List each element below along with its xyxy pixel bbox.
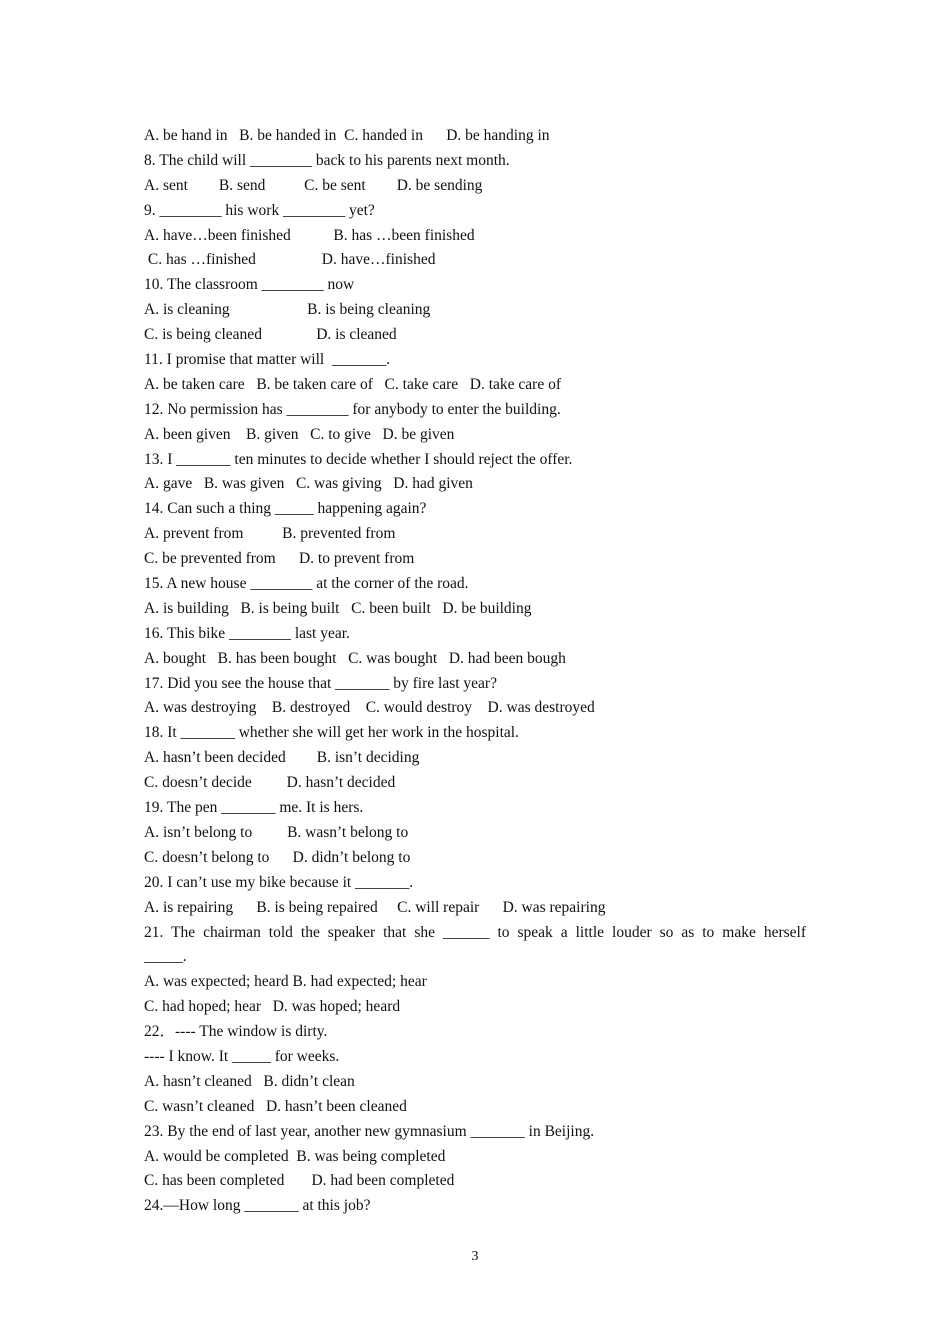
question-21-continuation: _____. — [144, 948, 187, 966]
text-line: A. would be completed B. was being completed — [144, 1147, 446, 1165]
text-line: C. doesn’t decide D. hasn’t decided — [144, 774, 396, 792]
text-line: C. be prevented from D. to prevent from — [144, 550, 415, 568]
text-line: C. has …finished D. have…finished — [144, 251, 436, 269]
text-line: A. prevent from B. prevented from — [144, 525, 396, 543]
text-line: A. was expected; heard B. had expected; hear — [144, 973, 427, 991]
text-line: 13. I _______ ten minutes to decide whether I should reject the offer. — [144, 450, 573, 468]
text-line: A. be hand in B. be handed in C. handed in D. be handing in — [144, 127, 550, 144]
text-line: 10. The classroom ________ now — [144, 276, 355, 294]
text-line: 20. I can’t use my bike because it _______. — [144, 873, 414, 891]
text-line: 19. The pen _______ me. It is hers. — [144, 799, 364, 817]
text-line: 17. Did you see the house that _______ by fire last year? — [144, 674, 497, 692]
text-line: A. was destroying B. destroyed C. would destroy D. was destroyed — [144, 699, 595, 717]
text-line: C. has been completed D. had been completed — [144, 1172, 455, 1190]
text-line: A. bought B. has been bought C. was bought D. had been bough — [144, 649, 566, 667]
text-line: 15. A new house ________ at the corner of the road. — [144, 575, 469, 593]
text-line: 18. It _______ whether she will get her work in the hospital. — [144, 724, 519, 742]
text-line: 16. This bike ________ last year. — [144, 624, 350, 642]
page-number: 3 — [471, 1249, 479, 1264]
text-line: A. is building B. is being built C. been built D. be building — [144, 599, 532, 617]
text-line: C. wasn’t cleaned D. hasn’t been cleaned — [144, 1097, 407, 1115]
text-line: A. sent B. send C. be sent D. be sending — [144, 176, 483, 194]
text-line: 9. ________ his work ________ yet? — [144, 201, 375, 219]
text-line: A. is cleaning B. is being cleaning — [144, 301, 431, 319]
text-line: 11. I promise that matter will _______. — [144, 351, 391, 369]
text-line: ---- I know. It _____ for weeks. — [144, 1047, 340, 1065]
text-line: 12. No permission has ________ for anybody to enter the building. — [144, 400, 561, 418]
text-line: C. doesn’t belong to D. didn’t belong to — [144, 848, 411, 866]
text-line: A. been given B. given C. to give D. be given — [144, 425, 455, 443]
text-line: A. have…been finished B. has …been finished — [144, 226, 475, 244]
question-21-line: 21. The chairman told the speaker that she ______ to speak a little louder so as to make herself — [144, 923, 806, 941]
document-body — [144, 124, 806, 1219]
text-line: 14. Can such a thing _____ happening again? — [144, 500, 427, 518]
text-line: A. isn’t belong to B. wasn’t belong to — [144, 823, 409, 841]
text-line: 24.—How long _______ at this job? — [144, 1197, 371, 1215]
text-line: A. hasn’t cleaned B. didn’t clean — [144, 1072, 355, 1090]
text-line: C. is being cleaned D. is cleaned — [144, 326, 397, 344]
text-line: 22．---- The window is dirty. — [144, 1023, 328, 1041]
text-line: 23. By the end of last year, another new gymnasium _______ in Beijing. — [144, 1122, 595, 1140]
text-line: A. is repairing B. is being repaired C. will repair D. was repairing — [144, 898, 606, 916]
text-line: 8. The child will ________ back to his parents next month. — [144, 151, 510, 169]
text-line: A. hasn’t been decided B. isn’t deciding — [144, 749, 420, 767]
text-line: A. gave B. was given C. was giving D. had given — [144, 475, 473, 493]
text-line: C. had hoped; hear D. was hoped; heard — [144, 998, 401, 1016]
text-line: A. be taken care B. be taken care of C. take care D. take care of — [144, 375, 561, 393]
